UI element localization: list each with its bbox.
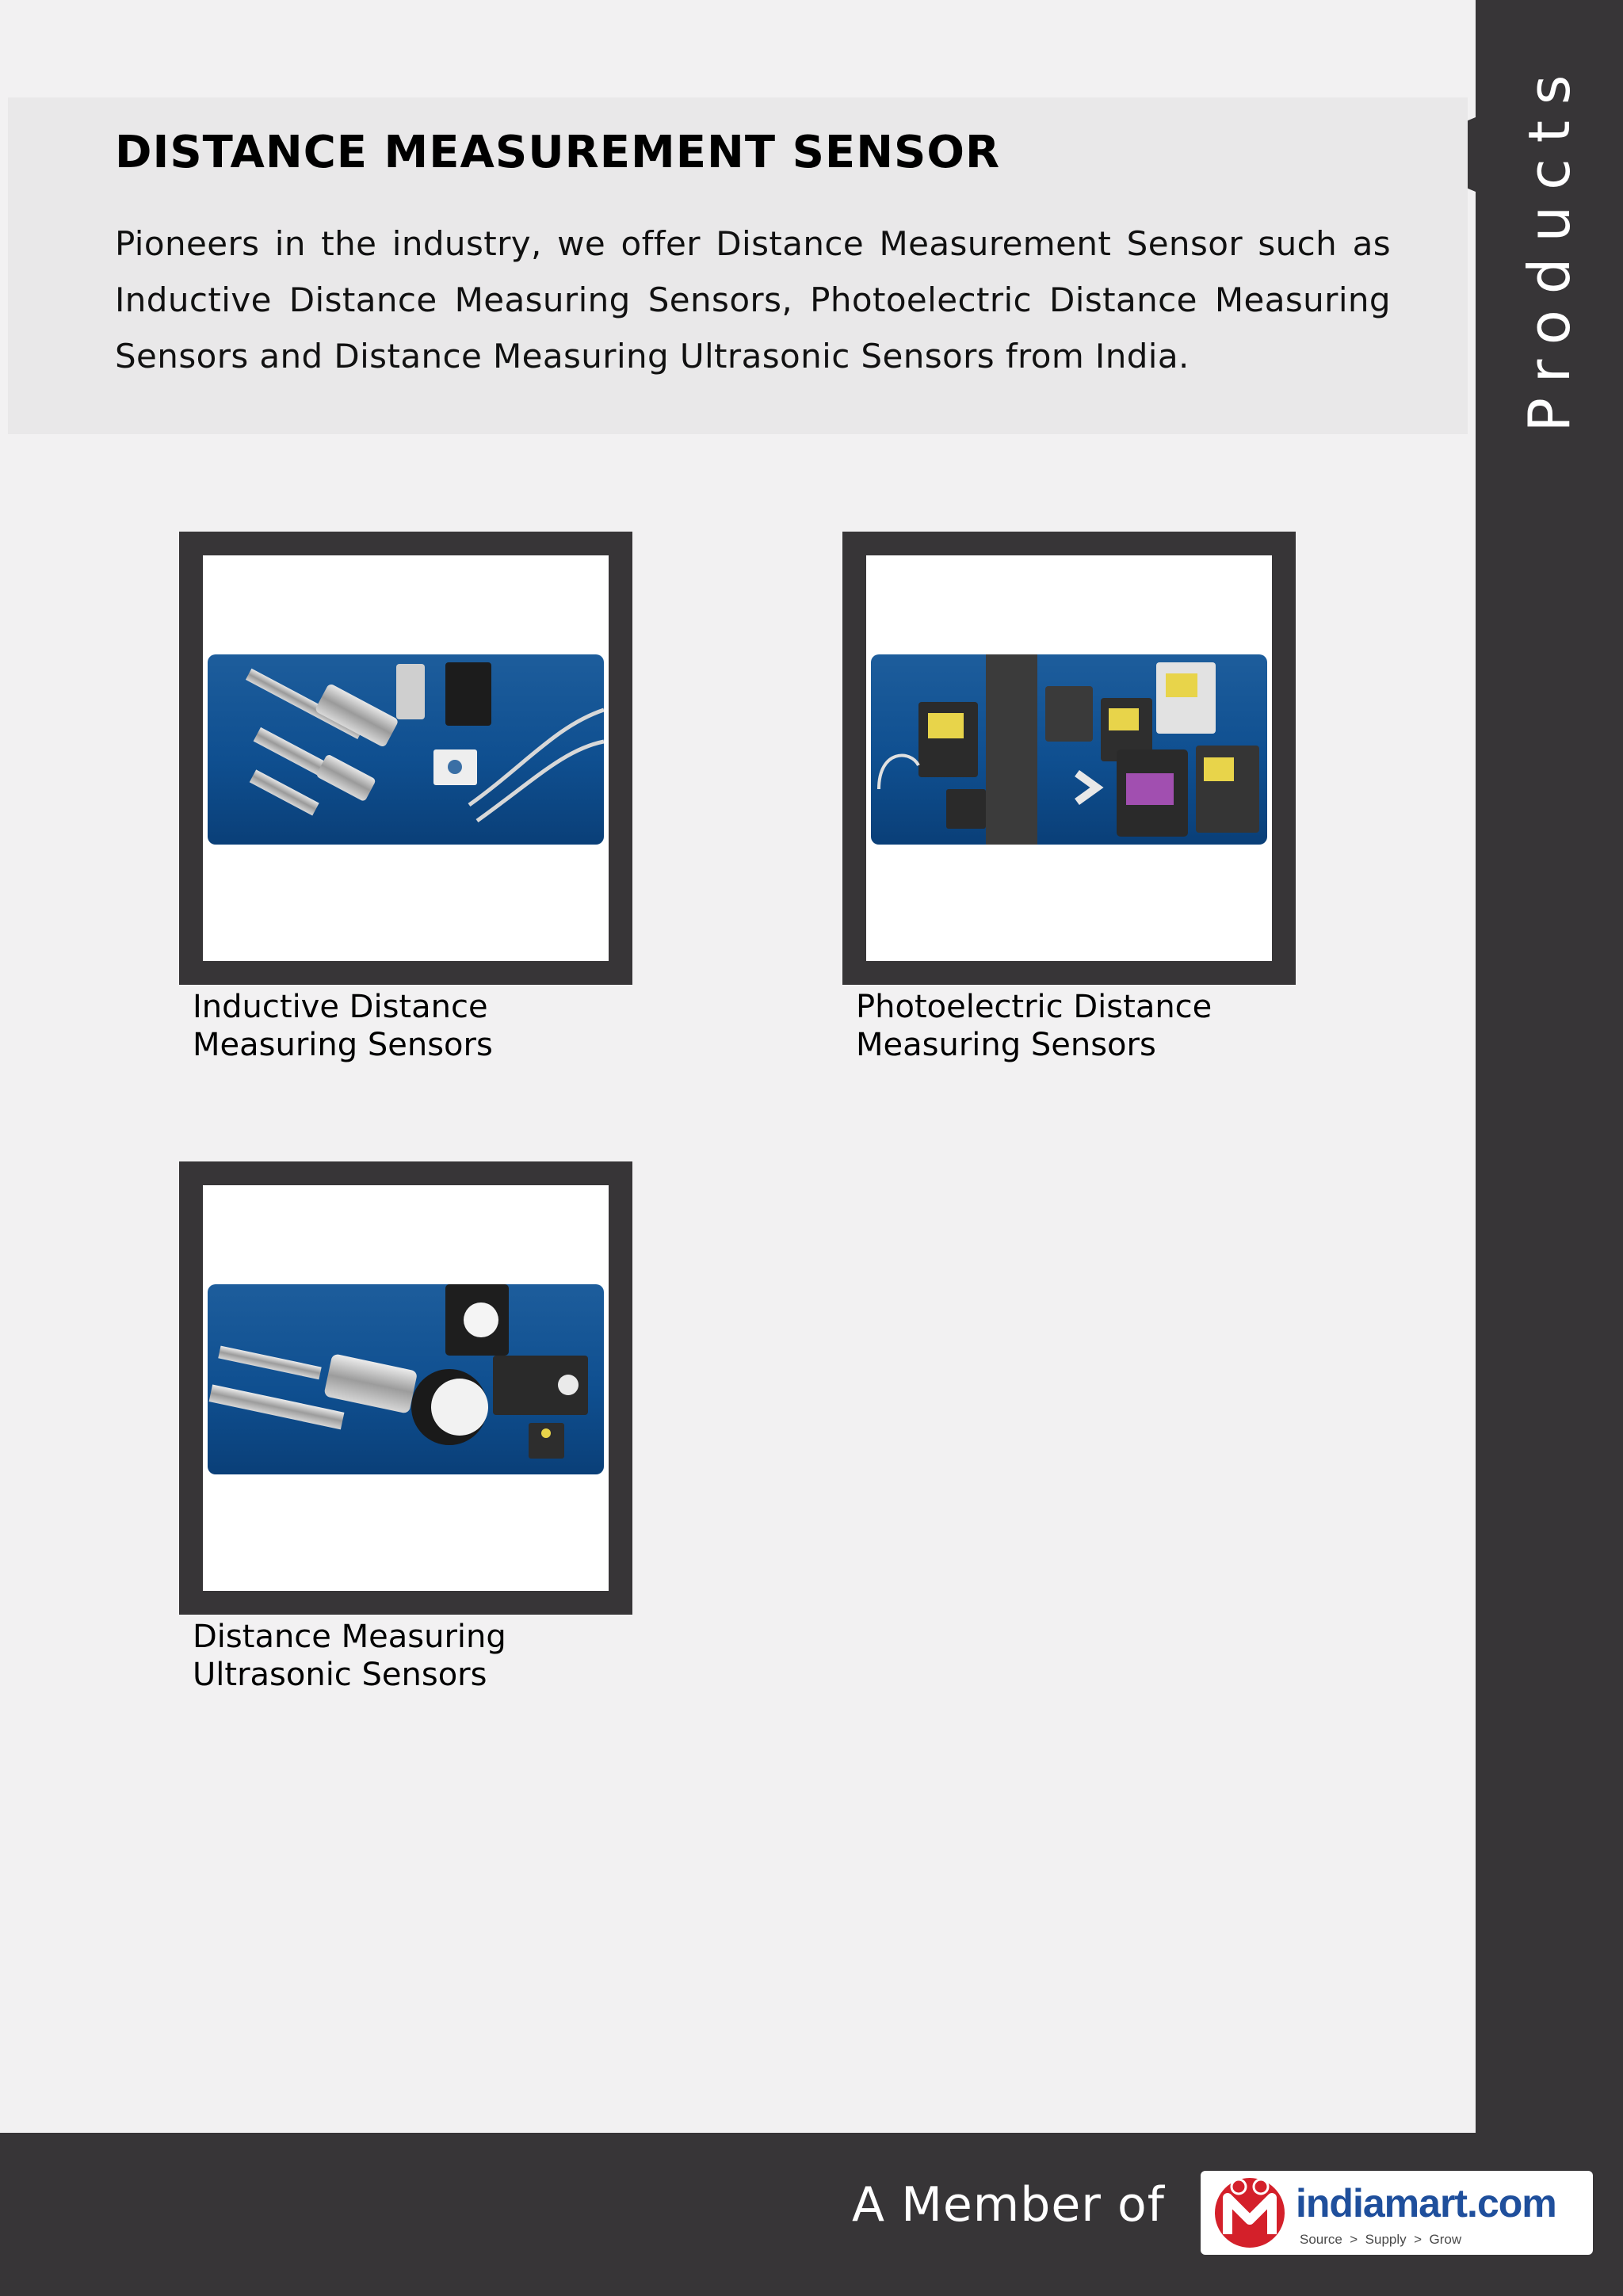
product-photo-inductive [208,654,604,845]
logo-wordmark: indiamart.com [1296,2181,1556,2225]
page-title: DISTANCE MEASUREMENT SENSOR [115,127,1001,178]
member-of-text: A Member of [852,2177,1165,2233]
indiamart-m-icon [1215,2178,1285,2248]
intro-paragraph: Pioneers in the industry, we offer Distance Measurement Sensor such as Inductive Distance Measuring Sensors, Photoelectric Distance Measuring Sensors and Distance Measuring Ultrasonic Sensors from India. [115,224,1391,376]
logo-tagline: Source > Supply > Grow [1300,2232,1462,2247]
caption-line-1: Distance Measuring [193,1619,506,1655]
product-image-frame[interactable] [179,1161,632,1615]
sidebar-products-label: Products [1516,59,1583,433]
product-card-photoelectric[interactable] [842,532,1296,1064]
caption-line-1: Photoelectric Distance [856,989,1212,1025]
product-caption[interactable] [179,1615,632,1694]
caption-line-1: Inductive Distance [193,989,488,1025]
caption-line-2: Measuring Sensors [856,1027,1156,1063]
caption-line-2: Measuring Sensors [193,1027,493,1063]
indiamart-logo[interactable] [1201,2171,1593,2255]
product-image-frame[interactable] [179,532,632,985]
product-card-inductive[interactable] [179,532,632,1064]
caption-line-2: Ultrasonic Sensors [193,1657,487,1693]
product-caption[interactable] [842,985,1296,1064]
product-caption[interactable] [179,985,632,1064]
product-image-frame[interactable] [842,532,1296,985]
product-card-ultrasonic[interactable] [179,1161,632,1694]
product-photo-ultrasonic [208,1284,604,1474]
product-photo-photoelectric [871,654,1267,845]
